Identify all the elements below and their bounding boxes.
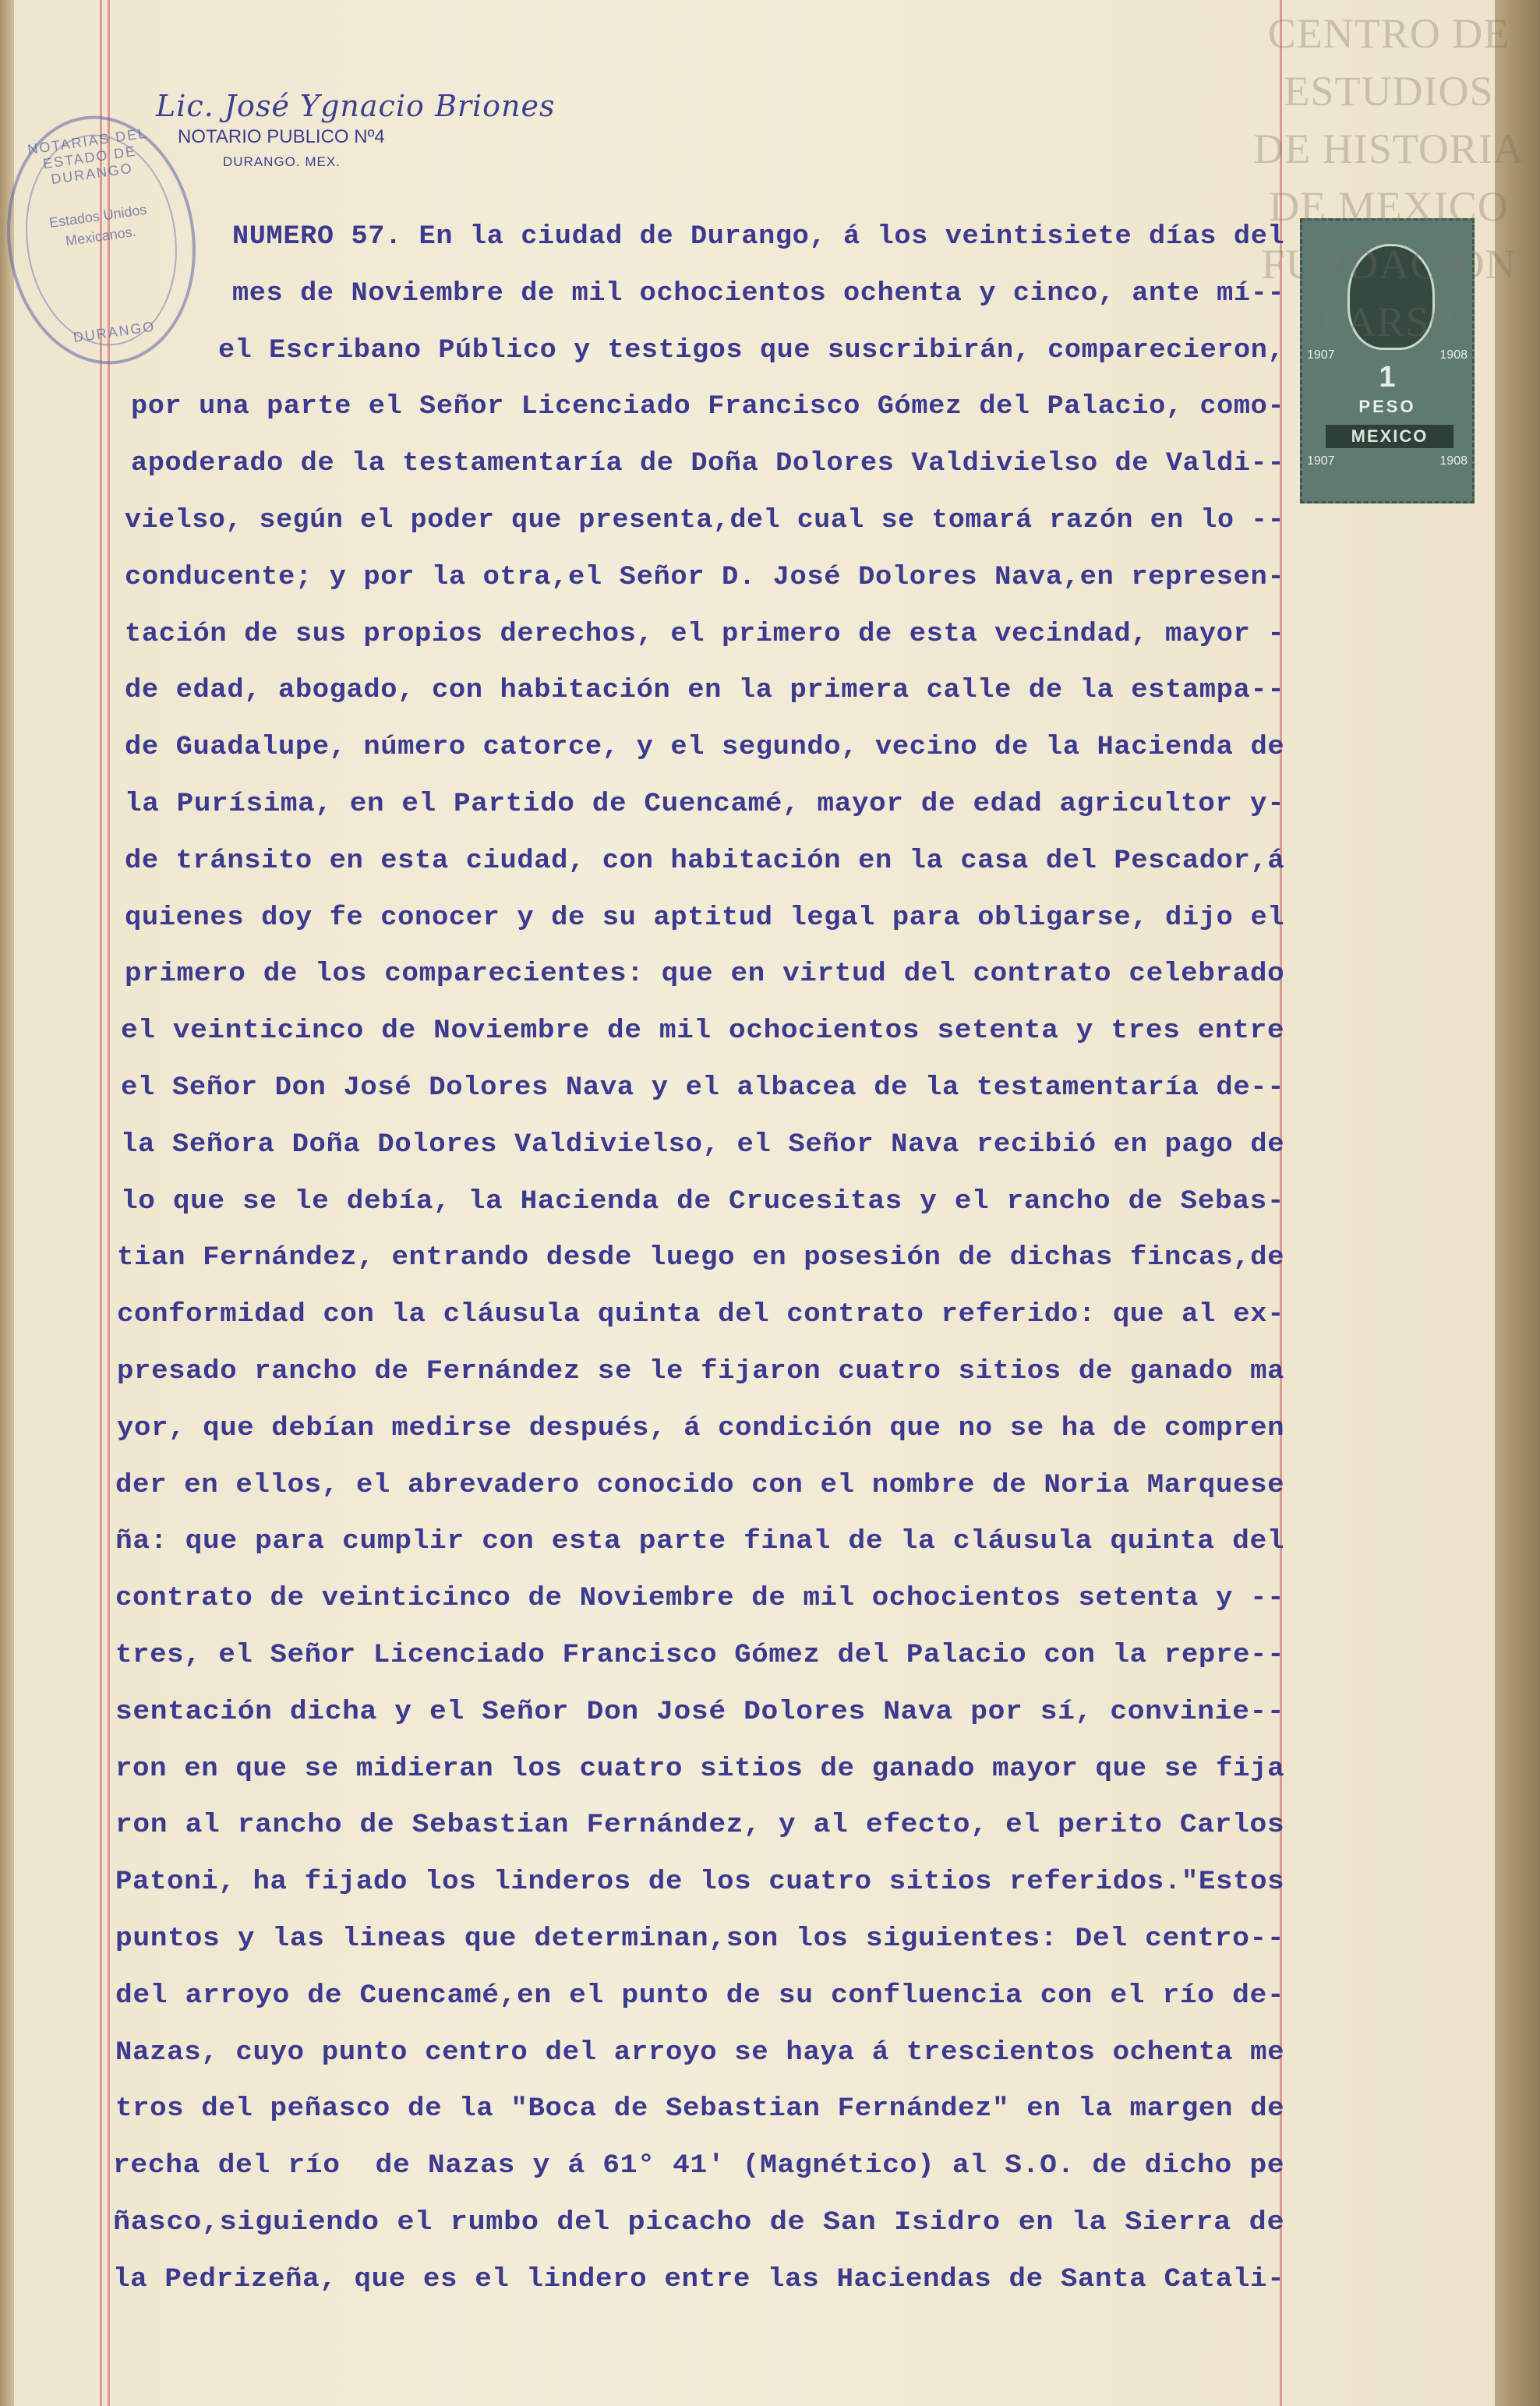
- text-line: el Escribano Público y testigos que suscribirán, comparecieron,: [218, 335, 1285, 366]
- seal-ring-top-text: NOTARIAS DEL ESTADO DE DURANGO: [26, 125, 149, 188]
- notary-name: Lic. José Ygnacio Briones: [156, 89, 556, 123]
- text-line: de edad, abogado, con habitación en la primera calle de la estampa--: [125, 676, 1285, 706]
- text-line: primero de los comparecientes: que en virtud del contrato celebrado: [125, 959, 1285, 990]
- text-line: quienes doy fe conocer y de su aptitud legal para obligarse, dijo el: [125, 903, 1285, 933]
- text-line: la Señora Doña Dolores Valdivielso, el Señor Nava recibió en pago de: [121, 1129, 1285, 1160]
- text-line: ña: que para cumplir con esta parte final de la cláusula quinta del: [115, 1527, 1285, 1557]
- text-line: tian Fernández, entrando desde luego en posesión de dichas fincas,de: [117, 1243, 1285, 1274]
- stamp-years-bottom: [1307, 454, 1468, 468]
- text-line: la Purísima, en el Partido de Cuencamé, mayor de edad agricultor y-: [125, 790, 1285, 819]
- watermark-line1: CENTRO DE: [1267, 10, 1510, 57]
- watermark-line2: ESTUDIOS: [1284, 68, 1494, 115]
- text-line: contrato de veinticinco de Noviembre de mil ochocientos setenta y --: [115, 1584, 1285, 1614]
- text-line: apoderado de la testamentaría de Doña Dolores Valdivielso de Valdi--: [131, 449, 1285, 479]
- text-line: Patoni, ha fijado los linderos de los cuatro sitios referidos."Estos: [115, 1867, 1285, 1898]
- watermark-line6: CARSO: [1316, 299, 1461, 345]
- stamp-year-right-bottom: 1908: [1439, 454, 1468, 468]
- watermark-line4: DE MEXICO: [1269, 183, 1509, 230]
- text-line: de tránsito en esta ciudad, con habitación en la casa del Pescador,á: [125, 846, 1285, 876]
- text-line: der en ellos, el abrevadero conocido con el nombre de Noria Marquese: [115, 1470, 1285, 1500]
- text-line: el Señor Don José Dolores Nava y el albacea de la testamentaría de--: [121, 1073, 1285, 1103]
- letterhead: [156, 87, 556, 175]
- stamp-year-left-bottom: 1907: [1307, 454, 1335, 468]
- stamp-value: 1: [1379, 361, 1396, 394]
- text-line: recha del río de Nazas y á 61° 41' (Magnético) al S.O. de dicho pe: [113, 2151, 1285, 2182]
- text-line: puntos y las lineas que determinan,son los siguientes: Del centro--: [115, 1924, 1285, 1954]
- text-line: mes de Noviembre de mil ochocientos ochenta y cinco, ante mí--: [232, 278, 1285, 309]
- text-line: sentación dicha y el Señor Don José Dolores Nava por sí, convinie--: [115, 1697, 1285, 1727]
- stamp-year-left-top: 1907: [1307, 348, 1335, 362]
- seal-center-line1: Estados Unidos: [48, 201, 148, 231]
- watermark-line5: FUNDACION: [1261, 241, 1517, 288]
- page-edge-right: [1495, 0, 1540, 2406]
- seal-ring-bottom-text: DURANGO: [72, 318, 157, 346]
- watermark-line3: DE HISTORIA: [1253, 125, 1524, 172]
- text-line: conformidad con la cláusula quinta del contrato referido: que al ex-: [117, 1300, 1285, 1330]
- stamp-year-right-top: 1908: [1439, 348, 1468, 362]
- seal-center-line2: Mexicanos.: [64, 223, 137, 249]
- text-line: yor, que debían medirse después, á condición que no se ha de compren: [117, 1413, 1285, 1443]
- notary-title: NOTARIO PUBLICO Nº4: [178, 126, 385, 147]
- text-line: tación de sus propios derechos, el primero de esta vecindad, mayor -: [125, 619, 1285, 649]
- text-line: ñasco,siguiendo el rumbo del picacho de San Isidro en la Sierra de: [113, 2208, 1285, 2238]
- text-line: Nazas, cuyo punto centro del arroyo se haya á trescientos ochenta me: [115, 2037, 1285, 2068]
- text-line: NUMERO 57. En la ciudad de Durango, á los veintisiete días del: [232, 222, 1285, 252]
- text-line: de Guadalupe, número catorce, y el segundo, vecino de la Hacienda de: [125, 733, 1285, 763]
- text-line: presado rancho de Fernández se le fijaron cuatro sitios de ganado ma: [117, 1357, 1285, 1387]
- page-edge-left: [0, 0, 14, 2406]
- stamp-country: MEXICO: [1326, 425, 1453, 448]
- text-line: vielso, según el poder que presenta,del cual se tomará razón en lo --: [125, 506, 1285, 535]
- text-line: del arroyo de Cuencamé,en el punto de su confluencia con el río de-: [115, 1980, 1285, 2011]
- text-line: conducente; y por la otra,el Señor D. José Dolores Nava,en represen-: [125, 562, 1285, 592]
- archive-watermark: [1241, 5, 1537, 351]
- text-line: la Pedrizeña, que es el lindero entre las Haciendas de Santa Catali-: [113, 2264, 1285, 2295]
- text-line: ron en que se midieran los cuatro sitios de ganado mayor que se fija: [115, 1754, 1285, 1784]
- stamp-unit: PESO: [1358, 397, 1416, 416]
- text-line: por una parte el Señor Licenciado Francisco Gómez del Palacio, como-: [131, 392, 1285, 422]
- text-line: el veinticinco de Noviembre de mil ochocientos setenta y tres entre: [121, 1016, 1285, 1047]
- text-line: ron al rancho de Sebastian Fernández, y al efecto, el perito Carlos: [115, 1811, 1285, 1841]
- text-line: lo que se le debía, la Hacienda de Crucesitas y el rancho de Sebas-: [121, 1186, 1285, 1217]
- notary-city: DURANGO. MEX.: [223, 154, 341, 169]
- text-line: tres, el Señor Licenciado Francisco Gómez del Palacio con la repre--: [115, 1641, 1285, 1670]
- text-line: tros del peñasco de la "Boca de Sebastian Fernández" en la margen de: [115, 2094, 1285, 2125]
